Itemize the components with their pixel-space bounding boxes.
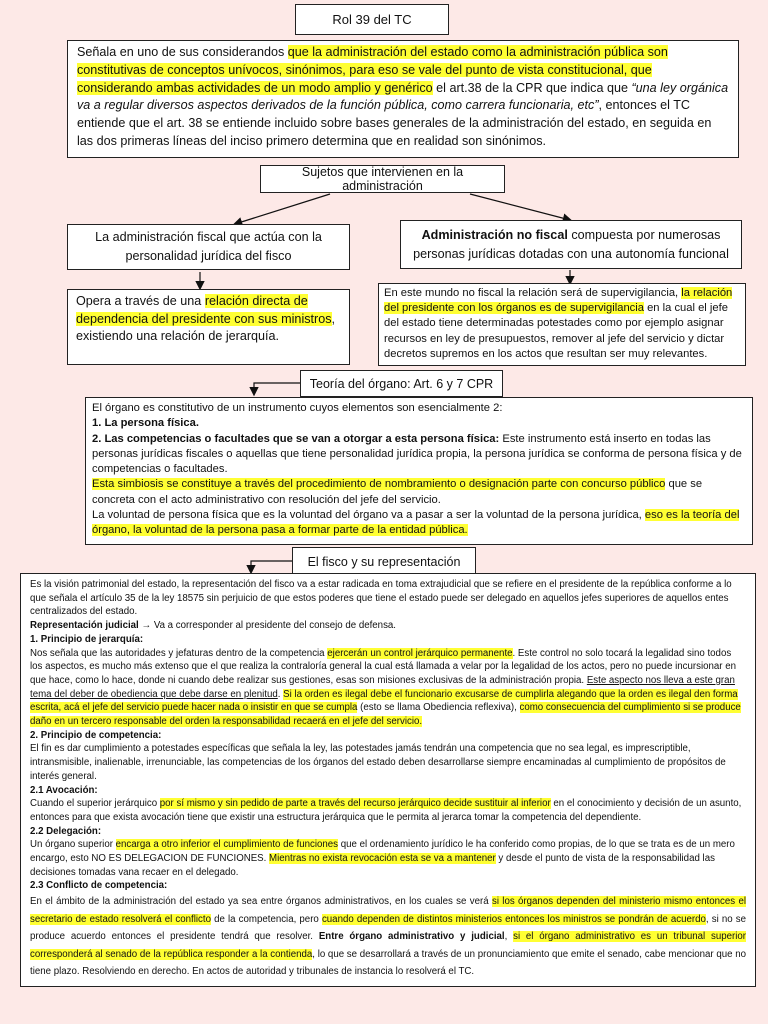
arrow-to-box4 [235, 194, 330, 224]
teoria-organo-description: El órgano es constitutivo de un instrumento cuyos elementos son esencialmente 2: 1. La persona física. 2. Las competencias o facultades que se van a otorgar a esta persona física: Este instrumento está inserto en todas las personas jurídicas fiscales o aquellas que tiene personalidad jurídica propia, la persona jurídica se conforma de persona física y de competencias o facultades. Esta simbiosis se constituye a través del procedimiento de nombramiento o designación parte con concurso público que se concreta con el acto administrativo con resolución del jefe del servicio. La voluntad de persona física que es la voluntad del órgano va a pasar a ser la voluntad de la persona jurídica, eso es la teoría del órgano, la voluntad de la persona pasa a formar parte de la entidad pública. [85, 397, 753, 545]
title-sujetos: Sujetos que intervienen en la administración [260, 165, 505, 193]
arrow-to-box11 [251, 561, 292, 572]
arrow-to-box9 [254, 383, 300, 394]
title-teoria-organo: Teoría del órgano: Art. 6 y 7 CPR [300, 370, 503, 397]
fiscal-jerarquia: Opera a través de una relación directa de dependencia del presidente con sus ministros, existiendo una relación de jerarquía. [67, 289, 350, 365]
fisco-description: Es la visión patrimonial del estado, la representación del fisco va a estar radicada en toma extrajudicial que se refiere en el presidente de la república conforme a lo que señala el artículo 35 de la ley 18575 sin perjuicio de que estos poderes que tiene el estado puede ser delegado en aquellos jefes superiores de aquellos entes centralizados del estado. Representación judicial → Va a corresponder al presidente del consejo de defensa. 1. Principio de jerarquía: Nos señala que las autoridades y jefaturas dentro de la competencia ejercerán un control jerárquico permanente. Este control no solo tocará la legalidad sino todos los aspectos, es mucho más extenso que el que realiza la contraloría general la cual está llamada a velar por la legalidad de los actos, pero no puede incursionar en que hace, como lo hace, donde ni cuando debe realizar sus gestiones, esas son misiones exclusivas de la administración propia. Este aspecto nos lleva a este gran tema del deber de obediencia que debe darse en plenitud. Si la orden es ilegal debe el funcionario excusarse de cumplirla alegando que la orden es ilegal den forma escrita, acá el jefe del servicio puede hacer nada o insistir en que se cumpla (esto se llama Obediencia reflexiva), como consecuencia del cumplimiento si se produce daño en un tercero responsable del orden la responsabilidad recaerá en el jefe del servicio. 2. Principio de competencia: El fin es dar cumplimiento a potestades específicas que señala la ley, las potestades jamás tendrán una competencia que no sea legal, es imprescriptible, intransmisible, inalienable, irrenunciable, las competencias de los órganos del estado deben desarrollarse siempre encaminadas al cumplimiento de propósitos de interés general. 2.1 Avocación: Cuando el superior jerárquico por sí mismo y sin pedido de parte a través del recurso jerárquico decide sustituir al inferior en el conocimiento y decisión de un asunto, entonces para que exista avocación tiene que existir una estructura jerárquica que le permita al jerarca tomar la competencia del dependiente. 2.2 Delegación: Un órgano superior encarga a otro inferior el cumplimiento de funciones que el ordenamiento jurídico le ha conferido como propias, de lo que se trata es de un mero encargo, esto NO ES DELEGACION DE FUNCIONES. Mientras no exista revocación esta se va a mantener y desde el punto de vista de la responsabilidad las decisiones tomadas vana recaer en el delegado. 2.3 Conflicto de competencia: En el ámbito de la administración del estado ya sea entre órganos administrativos, en los cuales se verá si los órganos dependen del ministerio mismo entonces el secretario de estado resolverá el conflicto de la competencia, pero cuando dependen de distintos ministerios entonces los ministros se pondrán de acuerdo, si no se produce acuerdo entonces el presidente tendrá que resolver. Entre órgano administrativo y judicial, si el órgano administrativo es un tribunal superior corresponderá al senado de la república responder a la contienda, lo que se desarrollará a través de un pronunciamiento que emite el senado, cabe mencionar que no tiene plazo. Resolviendo en derecho. En actos de autoridad y tribunales de instancia lo resolverá el TC. [20, 573, 756, 987]
administracion-fiscal: La administración fiscal que actúa con la personalidad jurídica del fisco [67, 224, 350, 270]
title-rol-39: Rol 39 del TC [295, 4, 449, 35]
title-fisco-representacion: El fisco y su representación [292, 547, 476, 576]
no-fiscal-supervigilancia: En este mundo no fiscal la relación será de supervigilancia, la relación del presidente con los órganos es de supervigilancia en la cual el jefe del estado tiene determinadas potestades como por ejemplo asignar recursos en ley de presupuestos, remover al jefe del servicio y dictar decretos supremos en los actos que resultan ser muy relevantes. [378, 283, 746, 366]
rol-39-description: Señala en uno de sus considerandos que la administración del estado como la administración pública son constitutivas de conceptos unívocos, sinónimos, para eso se vale del punto de vista constitucional, que considerando ambas actividades de un modo amplio y genérico el art.38 de la CPR que indica que “una ley orgánica va a regular diversos aspectos derivados de la función pública, como carrera funcionaria, etc”, entonces el TC entiende que el art. 38 se entiende incluido sobre bases generales de la administración del estado, en seguida en las dos primeras líneas del inciso primero determina que en realidad son sinónimos. [67, 40, 739, 158]
administracion-no-fiscal: Administración no fiscal compuesta por numerosas personas jurídicas dotadas con una autonomía funcional [400, 220, 742, 269]
arrow-to-box5 [470, 194, 570, 220]
